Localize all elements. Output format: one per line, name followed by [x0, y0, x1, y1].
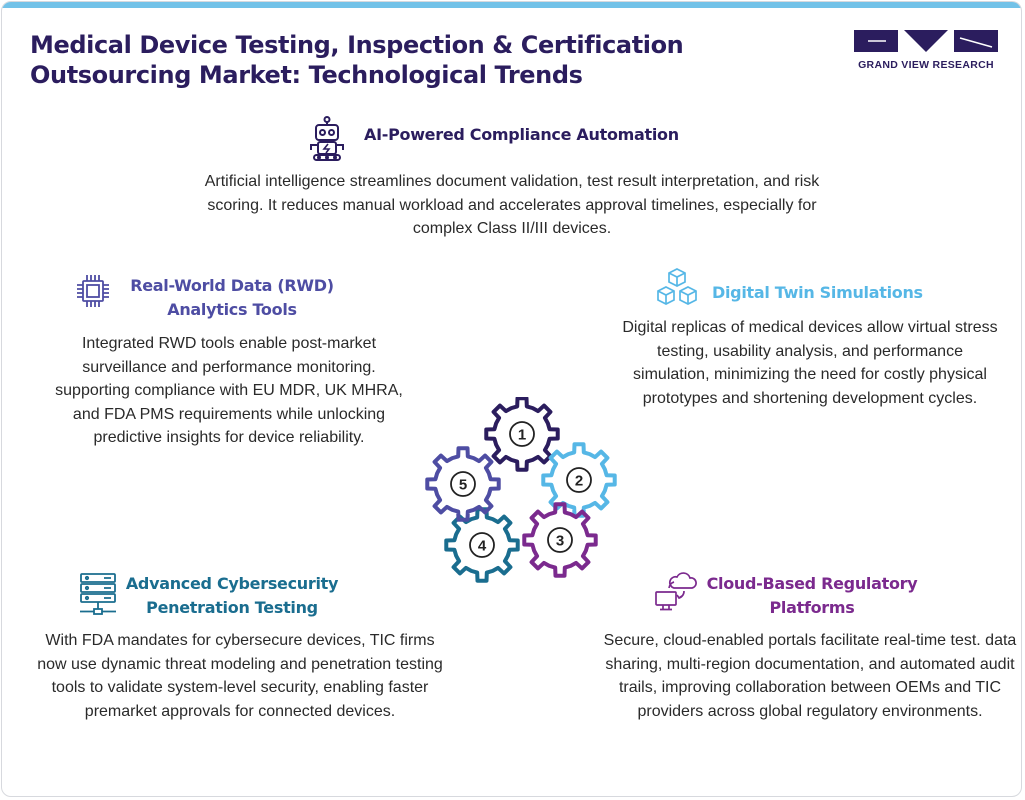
- cloud-computer-icon: [654, 570, 698, 612]
- page-title-line1: Medical Device Testing, Inspection & Certification: [30, 31, 684, 59]
- gear-number-label: 5: [458, 476, 468, 494]
- gear-5: [427, 448, 498, 519]
- cloud-title-line2: Platforms: [769, 598, 855, 617]
- top-accent-bar: [2, 2, 1021, 8]
- robot-icon: [306, 116, 348, 162]
- rwd-section-body: Integrated RWD tools enable post-market surveillance and performance monitoring. supporting compliance with EU MDR, UK MHRA, and FDA PMS requirements while unlocking predictive insights for device reliability.: [55, 335, 403, 446]
- gear-number-label: 1: [517, 426, 527, 444]
- gear-1: [486, 398, 557, 469]
- gear-cycle-diagram: [422, 397, 622, 592]
- cloud-section-title: [702, 572, 922, 620]
- cybersecurity-section-title: [122, 572, 342, 620]
- chip-icon: [76, 274, 110, 308]
- page-title: [30, 30, 683, 90]
- infographic-frame: [1, 1, 1022, 797]
- cloud-title-line1: Cloud-Based Regulatory: [706, 574, 918, 593]
- cybersecurity-title-line1: Advanced Cybersecurity: [125, 574, 339, 593]
- ai-section-title: AI-Powered Compliance Automation: [364, 125, 679, 144]
- cybersecurity-title-line2: Penetration Testing: [146, 598, 318, 617]
- cloud-section-body: Secure, cloud-enabled portals facilitate real-time test. data sharing, multi-region documentation, and automated audit trails, improving collaboration between OEMs and TIC providers across global regulatory environments.: [603, 632, 1017, 720]
- gear-number-label: 2: [574, 472, 584, 490]
- ai-section-body: Artificial intelligence streamlines document validation, test result interpretation, and risk scoring. It reduces manual workload and accelerates approval timelines, especially for complex Class II/III devices.: [204, 173, 820, 237]
- rwd-title-line1: Real-World Data (RWD): [130, 276, 334, 295]
- cubes-icon: [655, 267, 699, 307]
- gear-number-label: 4: [477, 537, 487, 555]
- digital-twin-section-body: Digital replicas of medical devices allow virtual stress testing, usability analysis, and performance simulation, minimizing the need for costly physical prototypes and shortening development cycles.: [622, 319, 998, 407]
- digital-twin-section-title: Digital Twin Simulations: [712, 283, 923, 302]
- gear-number-label: 3: [555, 532, 565, 550]
- page-title-line2: Outsourcing Market: Technological Trends: [30, 61, 583, 89]
- rwd-title-line2: Analytics Tools: [167, 300, 297, 319]
- rwd-section-title: [122, 274, 342, 322]
- cybersecurity-section-body: With FDA mandates for cybersecure devices, TIC firms now use dynamic threat modeling and penetration testing tools to validate system-level security, enabling faster premarket approvals for connected devices.: [37, 632, 443, 720]
- logo-text: GRAND VIEW RESEARCH: [858, 59, 994, 71]
- server-icon: [78, 572, 118, 616]
- gear-3: [524, 504, 595, 575]
